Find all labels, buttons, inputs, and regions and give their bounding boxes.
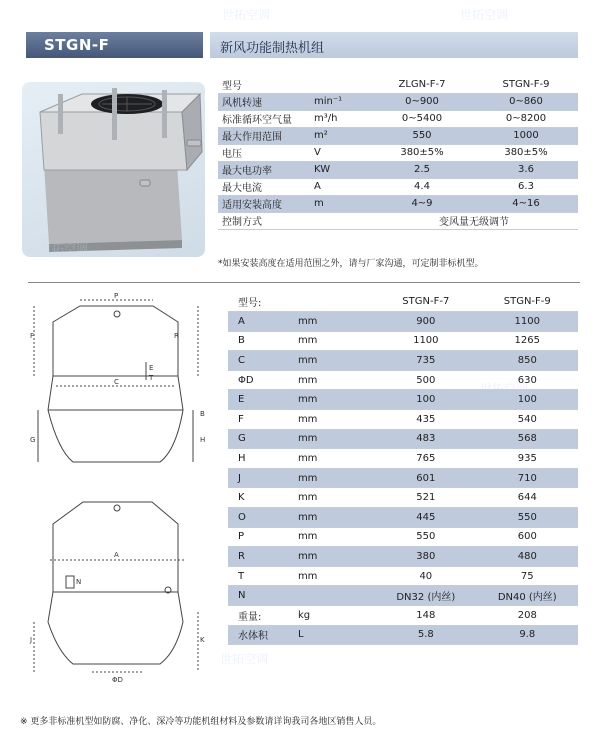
row-value: 935 [477, 449, 578, 469]
row-unit: mm [294, 488, 375, 508]
row-value: 765 [375, 449, 476, 469]
row-value: 445 [375, 508, 476, 528]
table-row [228, 625, 578, 645]
row-value: 208 [477, 606, 578, 626]
row-value: 500 [375, 370, 476, 390]
watermark: 世拓空调 [460, 8, 509, 22]
table-row [228, 312, 578, 332]
row-value: 483 [375, 429, 476, 449]
row-value: 4.4 [370, 178, 474, 195]
row-value: 900 [375, 312, 476, 332]
table-row [228, 527, 578, 547]
row-unit: mm [294, 390, 375, 410]
row-unit [294, 586, 375, 606]
row-unit: m [310, 195, 370, 212]
row-label: 标准循环空气量 [218, 110, 310, 127]
row-unit: min⁻¹ [310, 93, 370, 110]
row-label: B [228, 331, 294, 351]
dim-label-r: R [174, 332, 179, 340]
table-header-row [218, 76, 578, 93]
table-row [228, 390, 578, 410]
table-row [218, 144, 578, 161]
dimension-drawing [28, 292, 208, 690]
dim-label-od: ΦD [112, 676, 123, 684]
table-row [218, 93, 578, 110]
row-value: 480 [477, 547, 578, 567]
footer-note: ※ 更多非标准机型如防腐、净化、深冷等功能机组材料及参数请详询我司各地区销售人员。 [20, 717, 382, 727]
row-unit: V [310, 144, 370, 161]
dim-label-f: F [30, 332, 35, 340]
row-unit: mm [294, 449, 375, 469]
table-row [228, 488, 578, 508]
row-label: P [228, 527, 294, 547]
table-row [218, 110, 578, 127]
row-unit: mm [294, 331, 375, 351]
table-header-row [228, 292, 578, 312]
table-row [228, 547, 578, 567]
product-photo [22, 82, 205, 257]
dim-label-h: H [200, 436, 206, 444]
row-unit: A [310, 178, 370, 195]
row-value: 3.6 [474, 161, 578, 178]
row-unit: m³/h [310, 110, 370, 127]
row-value: 1265 [477, 331, 578, 351]
model-banner: STGN-F [26, 32, 203, 58]
row-value: 40 [375, 566, 476, 586]
row-label: T [228, 566, 294, 586]
row-value: 0~5400 [370, 110, 474, 127]
header-cell: 型号: [228, 292, 294, 312]
table-row [228, 468, 578, 488]
row-value: 变风量无级调节 [370, 212, 578, 229]
row-value: 521 [375, 488, 476, 508]
row-unit: m² [310, 127, 370, 144]
table-row [218, 127, 578, 144]
row-label: K [228, 488, 294, 508]
row-label: F [228, 410, 294, 430]
table-row [228, 351, 578, 371]
row-label: 最大作用范围 [218, 127, 310, 144]
install-note: *如果安装高度在适用范围之外，请与厂家沟通，可定制非标机型。 [218, 259, 484, 269]
row-value: 100 [477, 390, 578, 410]
row-value: 75 [477, 566, 578, 586]
row-value: 550 [375, 527, 476, 547]
row-value: DN40 (内丝) [477, 586, 578, 606]
row-label: 电压 [218, 144, 310, 161]
row-value: 6.3 [474, 178, 578, 195]
watermark: 世拓空调 [40, 242, 89, 256]
row-value: 9.8 [477, 625, 578, 645]
row-value: 5.8 [375, 625, 476, 645]
subtitle: 新风功能制热机组 [220, 41, 325, 56]
table-row [228, 410, 578, 430]
row-label: 最大电功率 [218, 161, 310, 178]
dim-label-p: P [114, 292, 119, 300]
row-label: 重量: [228, 606, 294, 626]
header-cell: 型号 [218, 76, 310, 93]
row-value: 1000 [474, 127, 578, 144]
row-unit: mm [294, 547, 375, 567]
table-row [228, 508, 578, 528]
dimension-table [228, 292, 578, 645]
subtitle-bar [210, 32, 578, 58]
watermark: 世拓空调 [220, 652, 269, 666]
header-cell: STGN-F-7 [375, 292, 476, 312]
row-unit: mm [294, 527, 375, 547]
row-label: 水体积 [228, 625, 294, 645]
row-value: 380 [375, 547, 476, 567]
row-value: 100 [375, 390, 476, 410]
row-label: R [228, 547, 294, 567]
row-label: A [228, 312, 294, 332]
header-cell: ZLGN-F-7 [370, 76, 474, 93]
dim-label-g: G [30, 436, 36, 444]
row-label: 适用安装高度 [218, 195, 310, 212]
row-value: 630 [477, 370, 578, 390]
row-value: 710 [477, 468, 578, 488]
row-value: 148 [375, 606, 476, 626]
watermark: 世拓空调 [222, 8, 271, 22]
row-label: 控制方式 [218, 212, 310, 229]
row-value: 601 [375, 468, 476, 488]
dim-label-j: J [30, 636, 33, 644]
dim-label-c: C [114, 378, 119, 386]
section-divider [28, 282, 580, 283]
row-value: 600 [477, 527, 578, 547]
row-unit [310, 212, 370, 229]
dim-label-b: B [200, 410, 205, 418]
table-row [218, 212, 578, 229]
header-cell [294, 292, 375, 312]
row-value: 435 [375, 410, 476, 430]
row-label: 最大电流 [218, 178, 310, 195]
row-unit: L [294, 625, 375, 645]
row-unit: mm [294, 312, 375, 332]
table-row [218, 161, 578, 178]
row-label: H [228, 449, 294, 469]
row-value: 550 [477, 508, 578, 528]
watermark: 世拓空调 [480, 382, 529, 396]
dim-label-a: A [114, 551, 119, 559]
row-unit: mm [294, 370, 375, 390]
table-row [228, 606, 578, 626]
row-value: 550 [370, 127, 474, 144]
row-label: C [228, 351, 294, 371]
row-value: 568 [477, 429, 578, 449]
row-unit: mm [294, 351, 375, 371]
row-value: DN32 (内丝) [375, 586, 476, 606]
table-row [228, 429, 578, 449]
row-unit: mm [294, 429, 375, 449]
row-value: 0~860 [474, 93, 578, 110]
row-value: 644 [477, 488, 578, 508]
row-unit: mm [294, 468, 375, 488]
dim-label-t: T [149, 374, 154, 382]
row-value: 380±5% [474, 144, 578, 161]
row-value: 1100 [477, 312, 578, 332]
table-row [218, 178, 578, 195]
row-label: O [228, 508, 294, 528]
table-row [228, 331, 578, 351]
row-label: E [228, 390, 294, 410]
row-label: 风机转速 [218, 93, 310, 110]
header-cell: STGN-F-9 [477, 292, 578, 312]
table-row [228, 370, 578, 390]
row-value: 2.5 [370, 161, 474, 178]
row-unit: mm [294, 566, 375, 586]
row-value: 4~16 [474, 195, 578, 212]
row-label: J [228, 468, 294, 488]
row-value: 0~900 [370, 93, 474, 110]
row-unit: KW [310, 161, 370, 178]
table-row [218, 195, 578, 212]
row-unit: mm [294, 410, 375, 430]
dim-label-e: E [149, 364, 154, 372]
row-value: 1100 [375, 331, 476, 351]
dim-label-k: K [200, 636, 205, 644]
row-label: N [228, 586, 294, 606]
row-value: 540 [477, 410, 578, 430]
performance-table [218, 76, 578, 230]
table-row [228, 586, 578, 606]
row-value: 850 [477, 351, 578, 371]
row-label: ΦD [228, 370, 294, 390]
row-value: 0~8200 [474, 110, 578, 127]
table-row [228, 566, 578, 586]
header-cell: STGN-F-9 [474, 76, 578, 93]
header-cell [310, 76, 370, 93]
row-value: 4~9 [370, 195, 474, 212]
row-label: G [228, 429, 294, 449]
row-value: 735 [375, 351, 476, 371]
row-unit: mm [294, 508, 375, 528]
table-row [228, 449, 578, 469]
row-unit: kg [294, 606, 375, 626]
row-value: 380±5% [370, 144, 474, 161]
dim-label-n: N [76, 578, 82, 586]
